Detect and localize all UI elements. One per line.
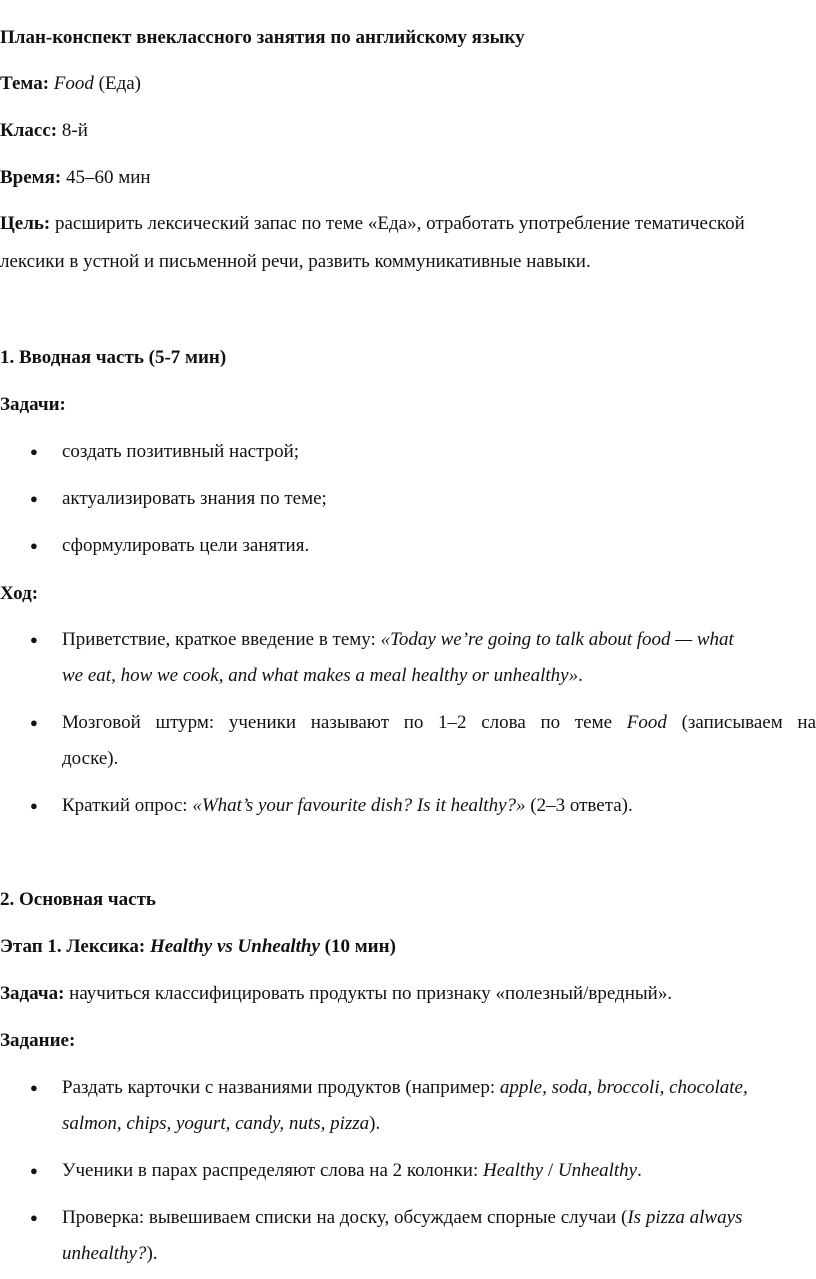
- stage-prefix: Этап 1. Лексика:: [0, 936, 146, 957]
- goal-line-1: [0, 206, 745, 241]
- course-item-2-em: Food: [626, 712, 667, 733]
- course-item-3-text: Краткий опрос:: [62, 795, 188, 816]
- stage-em: Healthy vs Unhealthy: [149, 936, 320, 957]
- bullet-icon: ●: [30, 444, 38, 459]
- goal-text-2: лексики в устной и письменной речи, развить коммуникативные навыки.: [0, 251, 591, 272]
- task-item-2: актуализировать знания по теме;: [62, 488, 327, 509]
- course-item-2-line-2: доске).: [62, 748, 119, 769]
- bullet-icon: ●: [30, 1210, 38, 1225]
- course-item-3-tail: (2–3 ответа).: [530, 795, 633, 816]
- exercise-item-2-end: .: [637, 1160, 642, 1181]
- exercise-item-3-end: ).: [146, 1243, 158, 1264]
- exercise-item-2: [62, 1153, 642, 1188]
- bullet-icon: ●: [30, 798, 38, 813]
- course-item-1-line-2: [62, 658, 583, 693]
- class-line: [0, 113, 88, 148]
- topic-ru: (Еда): [98, 73, 142, 94]
- exercise-item-1-line-1: [62, 1070, 748, 1105]
- task-text: научиться классифицировать продукты по признаку «полезный/вредный».: [69, 983, 673, 1004]
- exercise-item-3-question-a: Is pizza always: [627, 1207, 743, 1228]
- exercise-item-3-text: Проверка: вывешиваем списки на доску, обсуждаем спорные случаи (: [62, 1207, 628, 1228]
- exercise-item-3-line-1: [62, 1200, 742, 1235]
- bullet-icon: ●: [30, 632, 38, 647]
- class-value: 8-й: [61, 120, 88, 141]
- exercise-item-1-text: Раздать карточки с названиями продуктов (например:: [62, 1077, 496, 1098]
- course-item-2-tail: (записываем на: [681, 712, 816, 733]
- course-item-1-text: Приветствие, краткое введение в тему:: [62, 629, 376, 650]
- doc-title: План-конспект внеклассного занятия по английскому языку: [0, 27, 525, 48]
- topic-en: Food: [53, 73, 94, 94]
- intro-heading: 1. Вводная часть (5-7 мин): [0, 347, 227, 368]
- bullet-icon: ●: [30, 715, 38, 730]
- exercise-item-1-words-b: salmon, chips, yogurt, candy, nuts, pizza: [62, 1113, 370, 1134]
- topic-label: Тема:: [0, 73, 50, 94]
- bullet-icon: ●: [30, 1080, 38, 1095]
- class-label: Класс:: [0, 120, 58, 141]
- course-item-1-end: .: [578, 665, 583, 686]
- exercise-item-2-text: Ученики в парах распределяют слова на 2 колонки:: [62, 1160, 479, 1181]
- course-item-2-line-1: [62, 705, 816, 740]
- tasks-label: Задачи:: [0, 394, 66, 415]
- separator: /: [547, 1160, 554, 1181]
- course-item-3-quote: «What’s your favourite dish? Is it healthy?»: [192, 795, 526, 816]
- topic-line: [0, 66, 141, 101]
- goal-label: Цель:: [0, 213, 51, 234]
- task-item-3: сформулировать цели занятия.: [62, 535, 310, 556]
- task-item-1: создать позитивный настрой;: [62, 441, 300, 462]
- exercise-item-3-line-2: [62, 1236, 158, 1271]
- exercise-item-1-words-a: apple, soda, broccoli, chocolate,: [499, 1077, 748, 1098]
- exercise-item-3-question-b: unhealthy?: [62, 1243, 147, 1264]
- bullet-icon: ●: [30, 1163, 38, 1178]
- task-line: [0, 976, 672, 1011]
- healthy-word: Healthy: [482, 1160, 544, 1181]
- exercise-item-1-line-2: [62, 1106, 380, 1141]
- course-item-1-line-1: [62, 622, 734, 657]
- time-value: 45–60 мин: [65, 167, 151, 188]
- goal-text-1: расширить лексический запас по теме «Еда», отработать употребление тематической: [55, 213, 745, 234]
- stage-heading: [0, 929, 396, 964]
- course-item-2-text: Мозговой штурм: ученики называют по 1–2 слова по теме: [62, 712, 613, 733]
- bullet-icon: ●: [30, 538, 38, 553]
- exercise-item-1-end: ).: [369, 1113, 381, 1134]
- course-item-3: [62, 788, 633, 823]
- unhealthy-word: Unhealthy: [557, 1160, 638, 1181]
- exercise-label: Задание:: [0, 1030, 76, 1051]
- course-item-1-quote-a: «Today we’re going to talk about food — what: [380, 629, 734, 650]
- course-label: Ход:: [0, 583, 39, 604]
- time-line: [0, 160, 151, 195]
- main-heading: 2. Основная часть: [0, 889, 156, 910]
- time-label: Время:: [0, 167, 62, 188]
- task-label: Задача:: [0, 983, 65, 1004]
- bullet-icon: ●: [30, 491, 38, 506]
- course-item-1-quote-b: we eat, how we cook, and what makes a meal healthy or unhealthy»: [62, 665, 579, 686]
- stage-suffix: (10 мин): [324, 936, 396, 957]
